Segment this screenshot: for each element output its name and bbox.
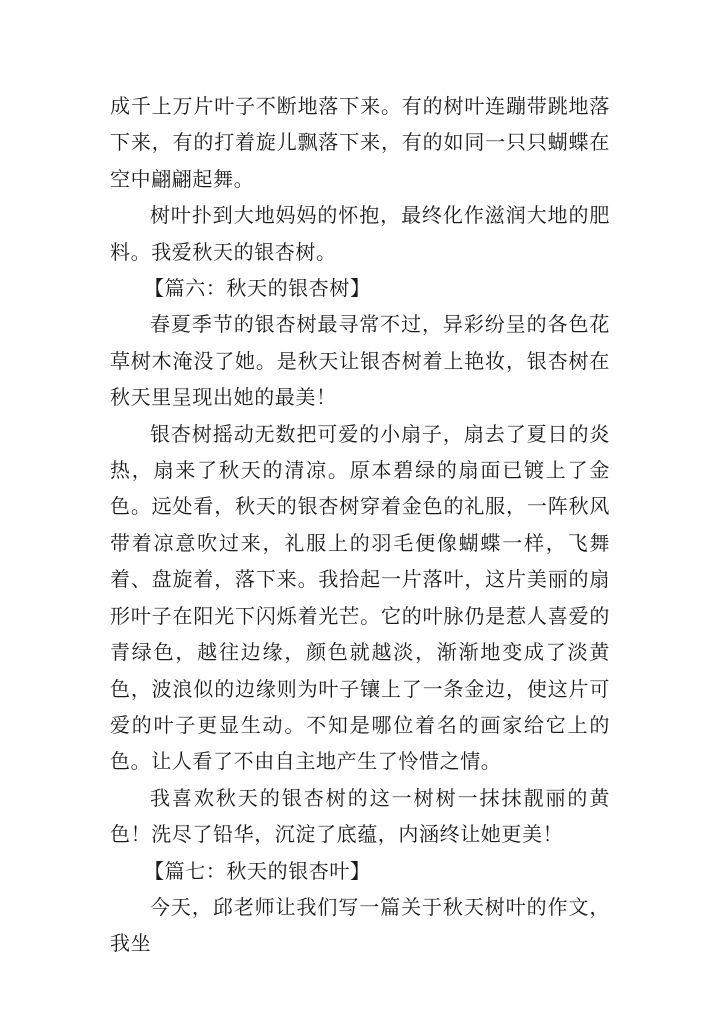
paragraph-spring-summer: 春夏季节的银杏树最寻常不过，异彩纷呈的各色花草树木淹没了她。是秋天让银杏树着上艳妆，银杏树在秋天里呈现出她的最美！	[110, 312, 610, 410]
paragraph-today-teacher: 今天，邱老师让我们写一篇关于秋天树叶的作文，我坐	[110, 894, 610, 956]
section-heading-part-seven: 【篇七：秋天的银杏叶】	[144, 858, 371, 883]
paragraph-little-fans: 银杏树摇动无数把可爱的小扇子，扇去了夏日的炎热，扇来了秋天的清凉。原本碧绿的扇面已镀上了金色。远处看，秋天的银杏树穿着金色的礼服，一阵秋风带着凉意吹过来，礼服上的羽毛便像蝴蝶一样，飞舞着、盘旋着，落下来。我拾起一片落叶，这片美丽的扇形叶子在阳光下闪烁着光芒。它的叶脉仍是惹人喜爱的青绿色，越往边缘，颜色就越淡，渐渐地变成了淡黄色，波浪似的边缘则为叶子镶上了一条金边，使这片可爱的叶子更显生动。不知是哪位着名的画家给它上的色。让人看了不由自主地产生了怜惜之情。	[110, 421, 610, 774]
document-body	[110, 88, 610, 962]
paragraph-leaves-fertilizer: 树叶扑到大地妈妈的怀抱，最终化作滋润大地的肥料。我爱秋天的银杏树。	[110, 203, 610, 264]
paragraph-yellow-color: 我喜欢秋天的银杏树的这一树树一抹抹靓丽的黄色！洗尽了铅华，沉淀了底蕴，内涵终让她更美！	[110, 785, 610, 847]
section-heading-part-six: 【篇六：秋天的银杏树】	[144, 276, 371, 301]
paragraph-falling-leaves: 成千上万片叶子不断地落下来。有的树叶连蹦带跳地落下来，有的打着旋儿飘落下来，有的如同一只只蝴蝶在空中翩翩起舞。	[110, 94, 610, 191]
